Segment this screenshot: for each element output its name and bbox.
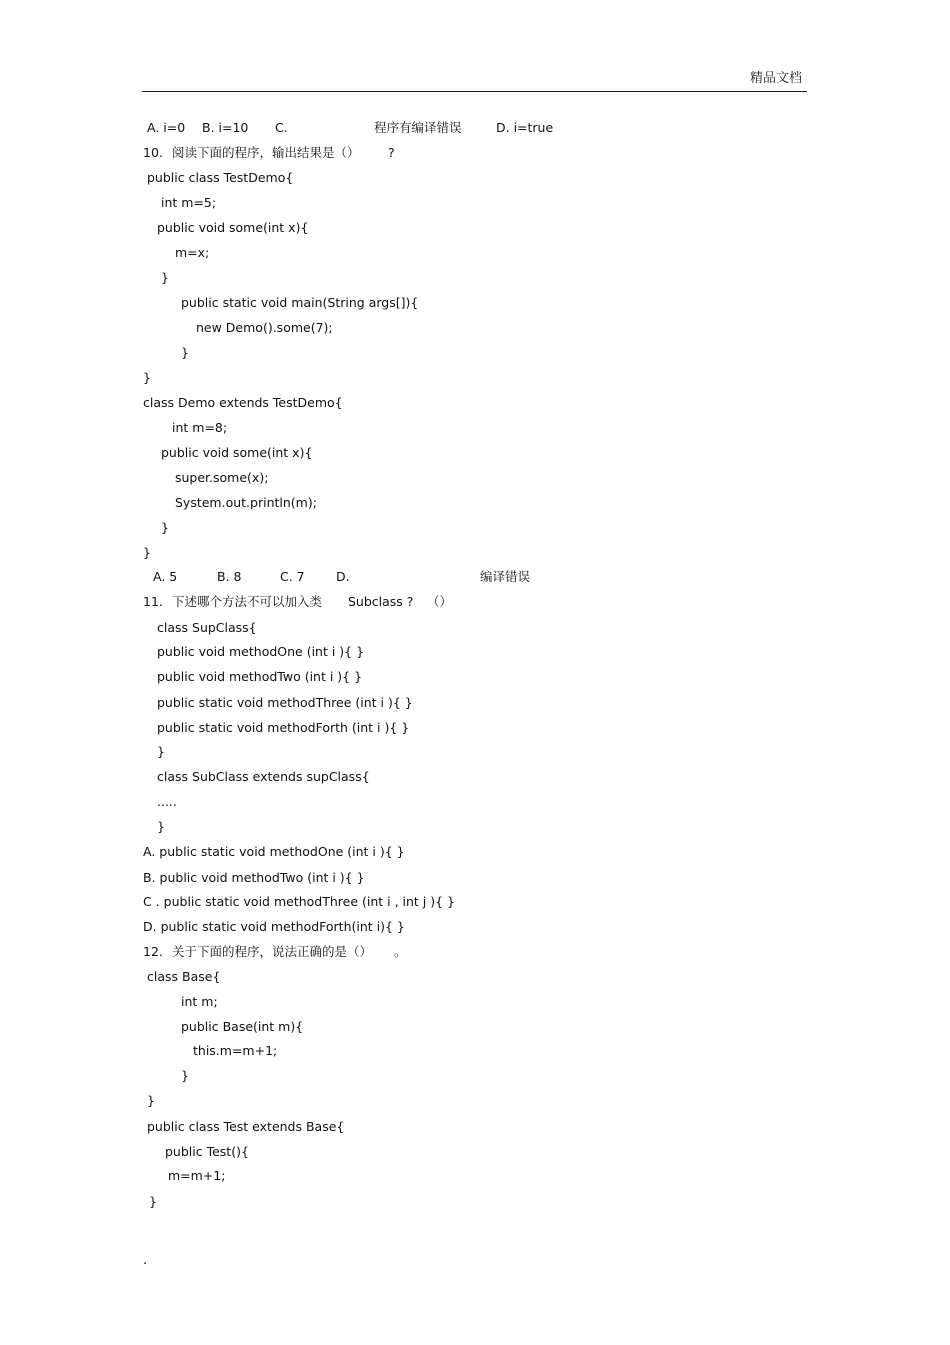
- code-line: }: [161, 520, 169, 535]
- q12-stem-mark: 。: [394, 944, 407, 959]
- code-line: }: [143, 545, 151, 560]
- code-line: int m=5;: [161, 195, 217, 210]
- q9-option-b: B. i=10: [202, 120, 249, 135]
- footer-dot: .: [143, 1253, 148, 1268]
- code-line: }: [161, 270, 169, 285]
- code-line: class Base{: [147, 969, 221, 984]
- code-line: public Test(){: [165, 1144, 249, 1159]
- code-line: public void methodTwo (int i ){ }: [157, 669, 363, 684]
- code-line: public static void main(String args[]){: [181, 295, 419, 310]
- q11-option-d: D. public static void methodForth(int i){ }: [143, 919, 405, 934]
- code-line: public static void methodForth (int i ){ }: [157, 720, 410, 735]
- q10-option-d-text: 编译错误: [480, 569, 531, 584]
- q10-option-a: A. 5: [153, 569, 178, 584]
- q11-option-c: C . public static void methodThree (int i , int j ){ }: [143, 894, 456, 909]
- q9-option-d: D. i=true: [496, 120, 554, 135]
- code-line: }: [181, 1068, 189, 1083]
- q12-number: 12.: [143, 944, 163, 959]
- code-line: m=m+1;: [168, 1168, 226, 1183]
- q10-option-b: B. 8: [217, 569, 242, 584]
- code-line: m=x;: [175, 245, 210, 260]
- code-line: System.out.println(m);: [175, 495, 317, 510]
- code-line: super.some(x);: [175, 470, 269, 485]
- code-line: public class Test extends Base{: [147, 1119, 345, 1134]
- q11-stem: 下述哪个方法不可以加入类: [172, 594, 323, 609]
- code-line: }: [147, 1093, 155, 1108]
- q11-stem-class: Subclass ?: [348, 594, 414, 609]
- code-line: }: [157, 819, 165, 834]
- code-line: new Demo().some(7);: [196, 320, 333, 335]
- code-line: public static void methodThree (int i ){ }: [157, 695, 413, 710]
- page-header-label: 精品文档: [750, 71, 803, 86]
- code-line: class Demo extends TestDemo{: [143, 395, 343, 410]
- q10-stem: 阅读下面的程序，输出结果是（）: [172, 145, 360, 160]
- q11-option-b: B. public void methodTwo (int i ){ }: [143, 870, 365, 885]
- q9-option-c-text: 程序有编译错误: [374, 120, 462, 135]
- q10-number: 10.: [143, 145, 163, 160]
- code-line: public void some(int x){: [157, 220, 309, 235]
- code-line: public class TestDemo{: [147, 170, 294, 185]
- code-line: class SubClass extends supClass{: [157, 769, 370, 784]
- code-line: }: [149, 1194, 157, 1209]
- q11-option-a: A. public static void methodOne (int i ){ }: [143, 844, 405, 859]
- q9-option-c-letter: C.: [275, 120, 288, 135]
- q12-stem: 关于下面的程序，说法正确的是（）: [172, 944, 373, 959]
- code-line: int m;: [181, 994, 218, 1009]
- code-line: class SupClass{: [157, 620, 257, 635]
- code-line: int m=8;: [172, 420, 228, 435]
- code-line: public void methodOne (int i ){ }: [157, 644, 365, 659]
- header-divider: [142, 91, 807, 92]
- q9-option-a: A. i=0: [147, 120, 186, 135]
- code-line: }: [181, 345, 189, 360]
- q10-option-d-letter: D.: [336, 569, 350, 584]
- code-line: this.m=m+1;: [193, 1043, 278, 1058]
- code-line: public void some(int x){: [161, 445, 313, 460]
- q11-stem-paren: （）: [427, 594, 453, 609]
- code-line: public Base(int m){: [181, 1019, 304, 1034]
- q10-option-c: C. 7: [280, 569, 305, 584]
- code-line: }: [157, 744, 165, 759]
- q11-number: 11.: [143, 594, 163, 609]
- q10-stem-mark: ?: [388, 145, 395, 160]
- code-line: .....: [157, 794, 177, 809]
- code-line: }: [143, 370, 151, 385]
